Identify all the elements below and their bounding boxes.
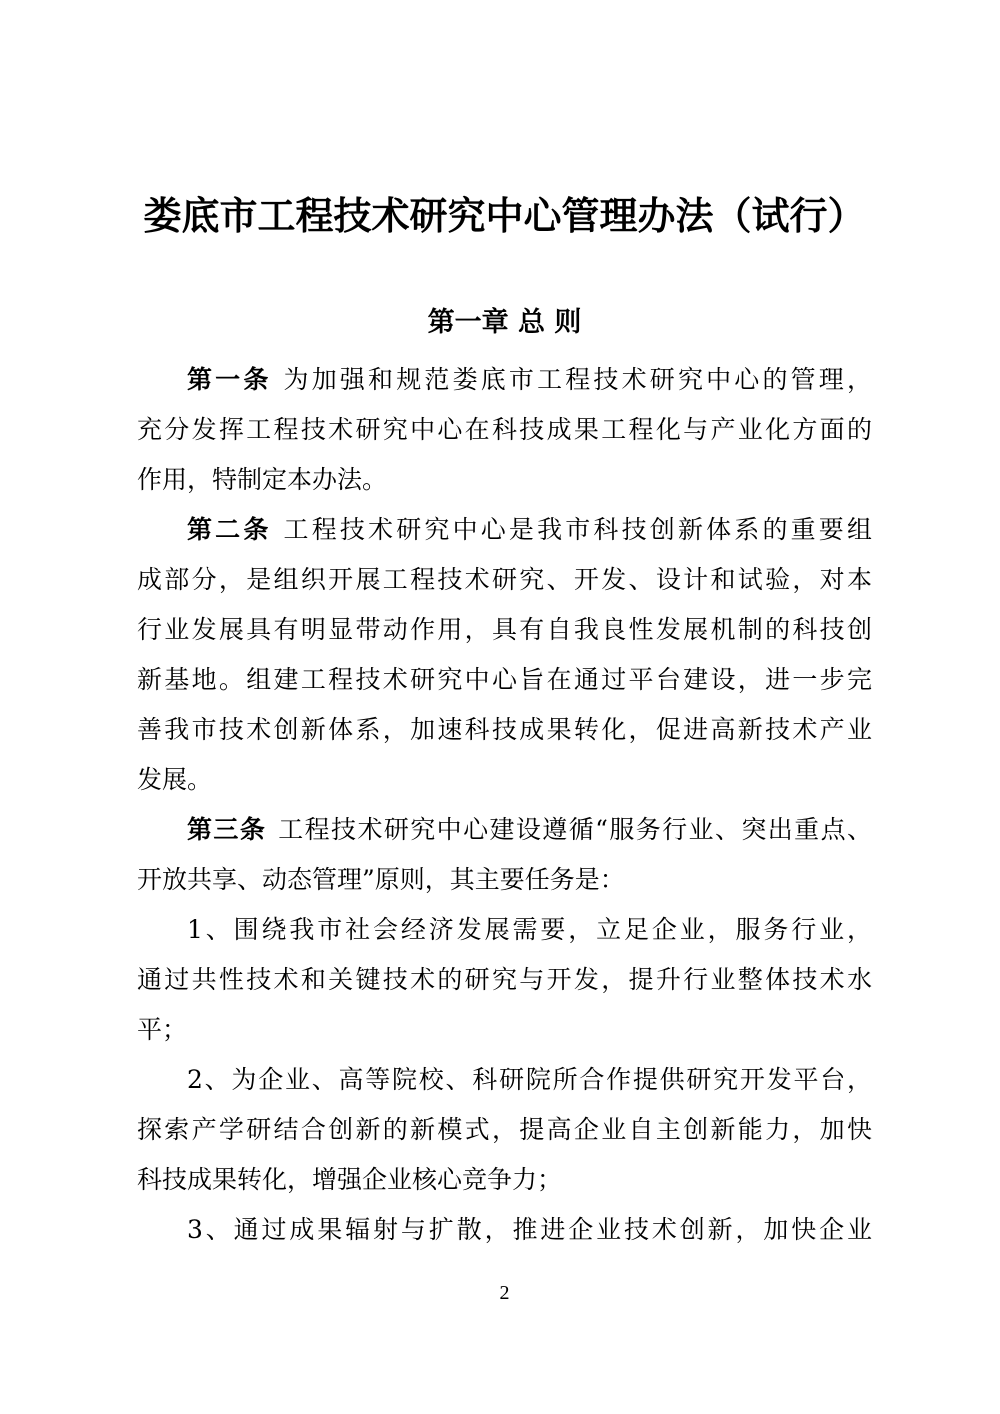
body-line — [137, 855, 872, 905]
line-text: 科技成果转化，增强企业核心竞争力； — [137, 1165, 563, 1194]
body-line — [137, 655, 872, 705]
line-text: 充分发挥工程技术研究中心在科技成果工程化与产业化方面的 — [137, 415, 872, 444]
line-text: 新基地。组建工程技术研究中心旨在通过平台建设，进一步完 — [137, 665, 872, 694]
line-text: 善我市技术创新体系，加速科技成果转化，促进高新技术产业 — [137, 715, 872, 744]
body-line — [137, 1055, 872, 1105]
body-line — [137, 555, 872, 605]
body-line — [137, 705, 872, 755]
line-text: 开放共享、动态管理”原则，其主要任务是： — [137, 865, 625, 894]
body-line — [137, 505, 872, 555]
line-text: 工程技术研究中心是我市科技创新体系的重要组 — [283, 515, 872, 544]
body-line — [137, 1205, 872, 1255]
line-text: 通过共性技术和关键技术的研究与开发，提升行业整体技术水 — [137, 965, 872, 994]
body-line — [137, 805, 872, 855]
line-text: 平； — [137, 1015, 188, 1044]
document-body — [137, 355, 872, 1255]
line-text: 为加强和规范娄底市工程技术研究中心的管理， — [283, 365, 872, 394]
document-title: 娄底市工程技术研究中心管理办法（试行） — [143, 193, 866, 238]
line-text: 1、围绕我市社会经济发展需要，立足企业，服务行业， — [187, 915, 872, 944]
body-line — [137, 455, 872, 505]
body-line — [137, 405, 872, 455]
line-text: 探索产学研结合创新的新模式，提高企业自主创新能力，加快 — [137, 1115, 872, 1144]
line-text: 2、为企业、高等院校、科研院所合作提供研究开发平台， — [187, 1065, 872, 1094]
line-text: 作用，特制定本办法。 — [137, 465, 388, 494]
line-text: 行业发展具有明显带动作用，具有自我良性发展机制的科技创 — [137, 615, 872, 644]
line-text: 成部分，是组织开展工程技术研究、开发、设计和试验，对本 — [137, 565, 872, 594]
body-line — [137, 1155, 872, 1205]
article-lead: 第一条 — [187, 365, 272, 394]
article-lead: 第三条 — [187, 815, 267, 844]
body-line — [137, 1005, 872, 1055]
page-number: 2 — [499, 1282, 510, 1304]
body-line — [137, 905, 872, 955]
article-lead: 第二条 — [187, 515, 272, 544]
body-line — [137, 605, 872, 655]
line-text: 发展。 — [137, 765, 213, 794]
chapter-heading: 第一章 总 则 — [427, 307, 582, 338]
body-line — [137, 1105, 872, 1155]
body-line — [137, 355, 872, 405]
line-text: 工程技术研究中心建设遵循“服务行业、突出重点、 — [278, 815, 872, 844]
line-text: 3、通过成果辐射与扩散，推进企业技术创新，加快企业 — [187, 1215, 872, 1244]
body-line — [137, 955, 872, 1005]
body-line — [137, 755, 872, 805]
